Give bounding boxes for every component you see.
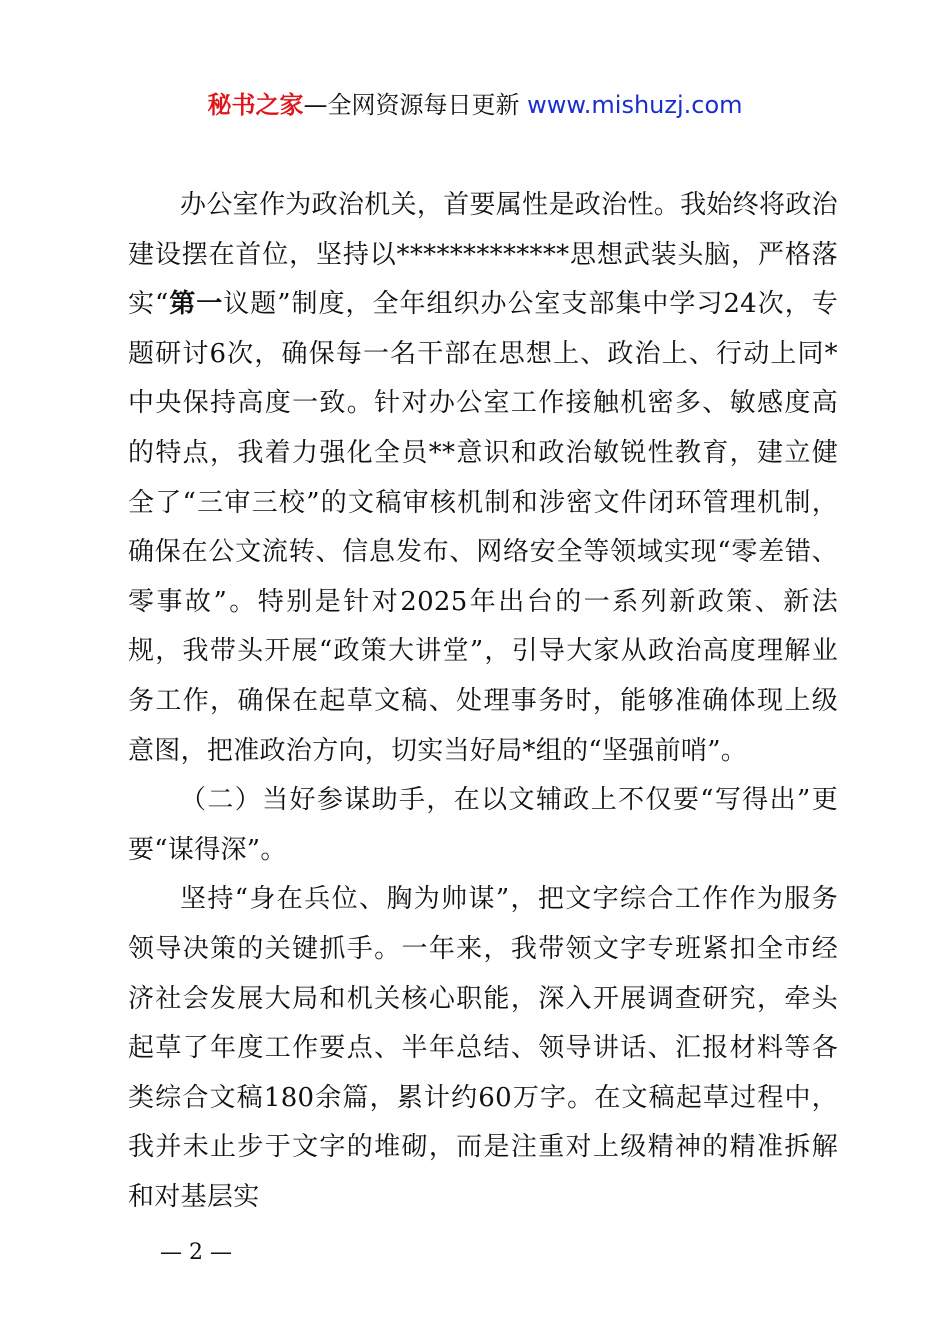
section-heading: （二）当好参谋助手，在以文辅政上不仅要“写得出”更要“谋得深”。	[128, 785, 838, 865]
bold-text: 第一	[168, 289, 224, 320]
site-header	[0, 88, 950, 122]
site-slogan: —全网资源每日更新	[303, 91, 520, 119]
site-url[interactable]: www.mishuzj.com	[527, 91, 743, 119]
paragraph	[128, 181, 838, 776]
paragraph-text: 办公室作为政治机关，首要属性是政治性。我始终将政治建设摆在首位，坚持以*************思想武装头脑，严格落实“	[128, 190, 838, 320]
paragraph: 坚持“身在兵位、胸为帅谋”，把文字综合工作作为服务领导决策的关键抓手。一年来，我带领文字专班紧扣全市经济社会发展大局和机关核心职能，深入开展调查研究，牵头起草了年度工作要点、半年总结、领导讲话、汇报材料等各类综合文稿180余篇，累计约60万字。在文稿起草过程中，我并未止步于文字的堆砌，而是注重对上级精神的精准拆解和对基层实	[128, 884, 838, 1212]
paragraph-text: 议题”制度，全年组织办公室支部集中学习24次，专题研讨6次，确保每一名干部在思想上、政治上、行动上同*中央保持高度一致。针对办公室工作接触机密多、敏感度高的特点，我着力强化全员**意识和政治敏锐性教育，建立健全了“三审三校”的文稿审核机制和涉密文件闭环管理机制，确保在公文流转、信息发布、网络安全等领域实现“零差错、零事故”。特别是针对2025年出台的一系列新政策、新法规，我带头开展“政策大讲堂”，引导大家从政治高度理解业务工作，确保在起草文稿、处理事务时，能够准确体现上级意图，把准政治方向，切实当好局*组的“坚强前哨”。	[128, 289, 838, 766]
page-number: — 2 —	[160, 1240, 232, 1265]
site-brand: 秘书之家	[207, 91, 304, 119]
document-body	[128, 181, 838, 1222]
